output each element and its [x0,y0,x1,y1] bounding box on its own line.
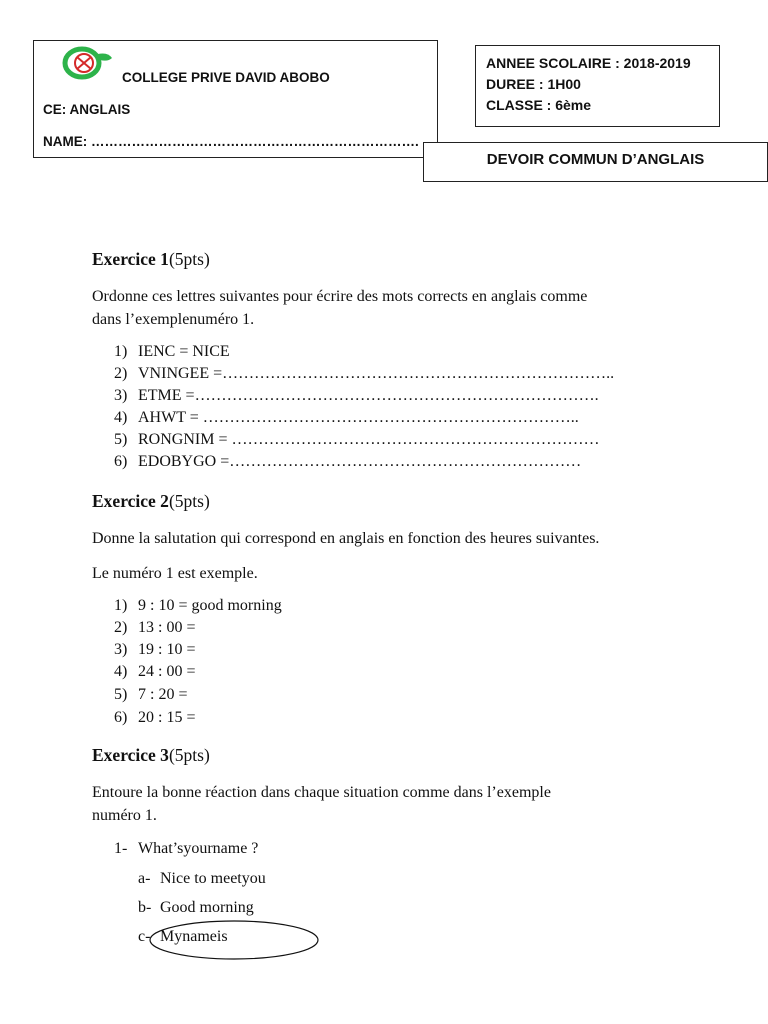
list-item[interactable] [114,409,579,427]
list-item[interactable] [114,709,195,727]
list-item[interactable] [114,431,599,449]
list-item [114,597,282,615]
item-text: 9 : 10 = good morning [138,597,282,614]
exercise-2-title [92,491,210,512]
item-text[interactable]: AHWT = …………………………………………………………….. [138,409,579,426]
exercise-1-instruction-line-1: Ordonne ces lettres suivantes pour écrire des mots corrects en anglais comme [92,288,588,305]
header-box [33,40,438,158]
name-field[interactable]: NAME: ………………………………………………………………. [43,134,419,149]
answer-option[interactable] [138,870,266,888]
exercise-1-heading: Exercice 1 [92,249,169,269]
school-name: COLLEGE PRIVE DAVID ABOBO [122,70,330,85]
list-item[interactable] [114,387,599,405]
duration: DUREE : 1H00 [486,76,581,92]
item-number: 2) [114,365,128,382]
exercise-1-points: (5pts) [168,249,210,269]
item-number: 5) [114,431,128,448]
exercise-3-title [92,745,210,766]
exercise-2-instruction-line-1: Donne la salutation qui correspond en anglais en fonction des heures suivantes. [92,530,600,547]
item-text[interactable]: RONGNIM = …………………………………………………………… [138,431,600,448]
list-item[interactable] [114,619,195,637]
answer-option[interactable] [138,899,254,917]
item-number: 6) [114,453,128,470]
item-text[interactable]: 24 : 00 = [138,663,196,680]
list-item[interactable] [114,663,195,681]
option-text[interactable]: Nice to meetyou [160,870,266,887]
exercise-3-heading: Exercice 3 [92,745,169,765]
item-number: 4) [114,409,128,426]
exam-info-box [475,45,720,127]
item-number: 5) [114,686,128,703]
option-letter: a- [138,870,151,887]
item-text[interactable]: 19 : 10 = [138,641,196,658]
list-item[interactable] [114,365,614,383]
exercise-3-instruction-line-2: numéro 1. [92,807,157,824]
item-number: 3) [114,641,128,658]
item-text[interactable]: VNINGEE =……………………………………………………………….. [138,365,615,382]
exercise-2-points: (5pts) [168,491,210,511]
option-letter: c- [138,928,151,945]
exercise-3-instruction-line-1: Entoure la bonne réaction dans chaque situation comme dans l’exemple [92,784,551,801]
item-number: 3) [114,387,128,404]
exercise-1-instruction-line-2: dans l’exemplenuméro 1. [92,311,255,328]
list-item[interactable] [114,453,581,471]
exercise-3-points: (5pts) [168,745,210,765]
item-number: 1) [114,597,128,614]
item-text[interactable]: 7 : 20 = [138,686,188,703]
exam-title-box [423,142,768,182]
item-text[interactable]: EDOBYGO =………………………………………………………… [138,453,582,470]
question [114,840,258,858]
exercise-2-heading: Exercice 2 [92,491,169,511]
item-text: IENC = NICE [138,343,230,360]
list-item[interactable] [114,641,195,659]
list-item[interactable] [114,686,187,704]
option-text[interactable]: Good morning [160,899,254,916]
subject-label: CE: ANGLAIS [43,102,131,117]
exercise-1-title [92,249,210,270]
answer-circle-icon [148,918,322,962]
item-number: 4) [114,663,128,680]
option-text[interactable]: Mynameis [160,928,228,945]
question-text: What’syourname ? [138,840,259,857]
item-number: 1) [114,343,128,360]
class-level: CLASSE : 6ème [486,97,592,113]
item-number: 6) [114,709,128,726]
item-number: 2) [114,619,128,636]
school-logo-icon [62,46,118,80]
item-text[interactable]: 20 : 15 = [138,709,196,726]
item-text[interactable]: 13 : 00 = [138,619,196,636]
item-text[interactable]: ETME =…………………………………………………………………. [138,387,599,404]
exercise-2-instruction-line-2: Le numéro 1 est exemple. [92,565,258,582]
exam-title: DEVOIR COMMUN D’ANGLAIS [486,151,705,168]
question-number: 1- [114,840,128,857]
school-year: ANNEE SCOLAIRE : 2018-2019 [486,55,691,71]
option-letter: b- [138,899,152,916]
list-item [114,343,230,361]
